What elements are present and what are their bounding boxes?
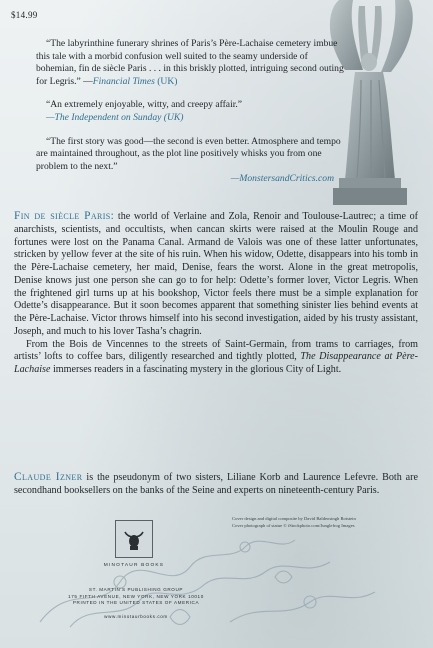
author-bio: Claude Izner is the pseudonym of two sisters, Liliane Korb and Laurence Lefevre. Both are secondhand booksellers on the banks of the Seine and experts on nineteenth-century Paris. — [14, 471, 419, 496]
publisher-website: www.minotaurbooks.com — [104, 613, 168, 619]
book-description — [14, 210, 418, 377]
quote-source: Financial Times — [92, 75, 155, 87]
cover-credits — [232, 515, 422, 529]
review-quotes — [36, 38, 346, 197]
printed-in: PRINTED IN THE UNITED STATES OF AMERICA — [72, 600, 200, 606]
credit-design: Cover design and digital composite by David Baldeosingh Rotstein — [232, 516, 356, 521]
description-lead: Fin de siècle Paris: — [14, 210, 115, 222]
publisher-info — [56, 587, 216, 620]
book-title-italic: The Disappearance at Père-Lachaise — [14, 351, 418, 375]
description-paragraph-2: From the Bois de Vincennes to the streets of Saint-Germain, from trams to carriages, from artists’ lofts to coffee bars, diligently researched and tightly plotted, The Disappearance at Père-Lachaise immerses readers in a fascinating mystery in the glorious City of Light. — [14, 338, 418, 375]
price-label: $14.99 — [11, 10, 38, 20]
author-name: Claude Izner — [14, 471, 83, 483]
quote-country: (UK) — [161, 111, 184, 123]
quote-source: —MonstersandCritics.com — [230, 173, 334, 185]
quote-text: “The first story was good—the second is even better. Atmosphere and tempo are maintained throughout, as the plot line positively whisks you from one problem to the next.” — [36, 135, 341, 172]
publisher-group: ST. MARTIN’S PUBLISHING GROUP — [88, 587, 184, 592]
minotaur-logo-icon — [115, 520, 153, 558]
quote-independent — [36, 99, 346, 124]
quote-monsters-and-critics — [36, 136, 346, 186]
quote-country: (UK) — [154, 75, 178, 87]
credit-photo: Cover photograph of statue © iStockphoto.com/Junglefrog Images — [232, 523, 355, 528]
quote-financial-times — [36, 38, 346, 88]
logo-name: MINOTAUR BOOKS — [103, 563, 165, 568]
publisher-address: 175 FIFTH AVENUE, NEW YORK, NEW YORK 10010 — [68, 593, 204, 599]
quote-text: “The labyrinthine funerary shrines of Paris’s Père-Lachaise cemetery imbue this tale with a morbid confusion well suited to the seamy underside of bohemian, fin de siècle Paris . . . in this briskly plotted, intriguing second outing for Legris.” — — [36, 38, 344, 87]
description-paragraph-1: Fin de siècle Paris: the world of Verlaine and Zola, Renoir and Toulouse-Lautrec; a time of anarchists, scientists, and occultists, when cancan skirts were raised at the Moulin Rouge and fortunes were lost on the Panama Canal. Armand de Valois was one of these latter unfortunates, stricken by yellow fever at the site of his ruin. When his widow, Odette, disappears into his tomb in the Père-Lachaise cemetery, her maid, Denise, fears the worst. Alone in the great metropolis, Denise knows just one person she can go to for help: Odette’s former lover, Victor Legris. When the frightened girl turns up at his bookshop, Victor feels there must be a simple explanation for Odette’s disappearance. But it soon becomes apparent that something sinister lies behind events at the Père-Lachaise. Victor throws himself into his second investigation, aided by his trusty assistant, Joseph, and much to his lover Tasha’s chagrin. — [14, 210, 418, 337]
quote-text: “An extremely enjoyable, witty, and creepy affair.” — [46, 99, 243, 111]
quote-source: —The Independent on Sunday — [46, 111, 162, 123]
